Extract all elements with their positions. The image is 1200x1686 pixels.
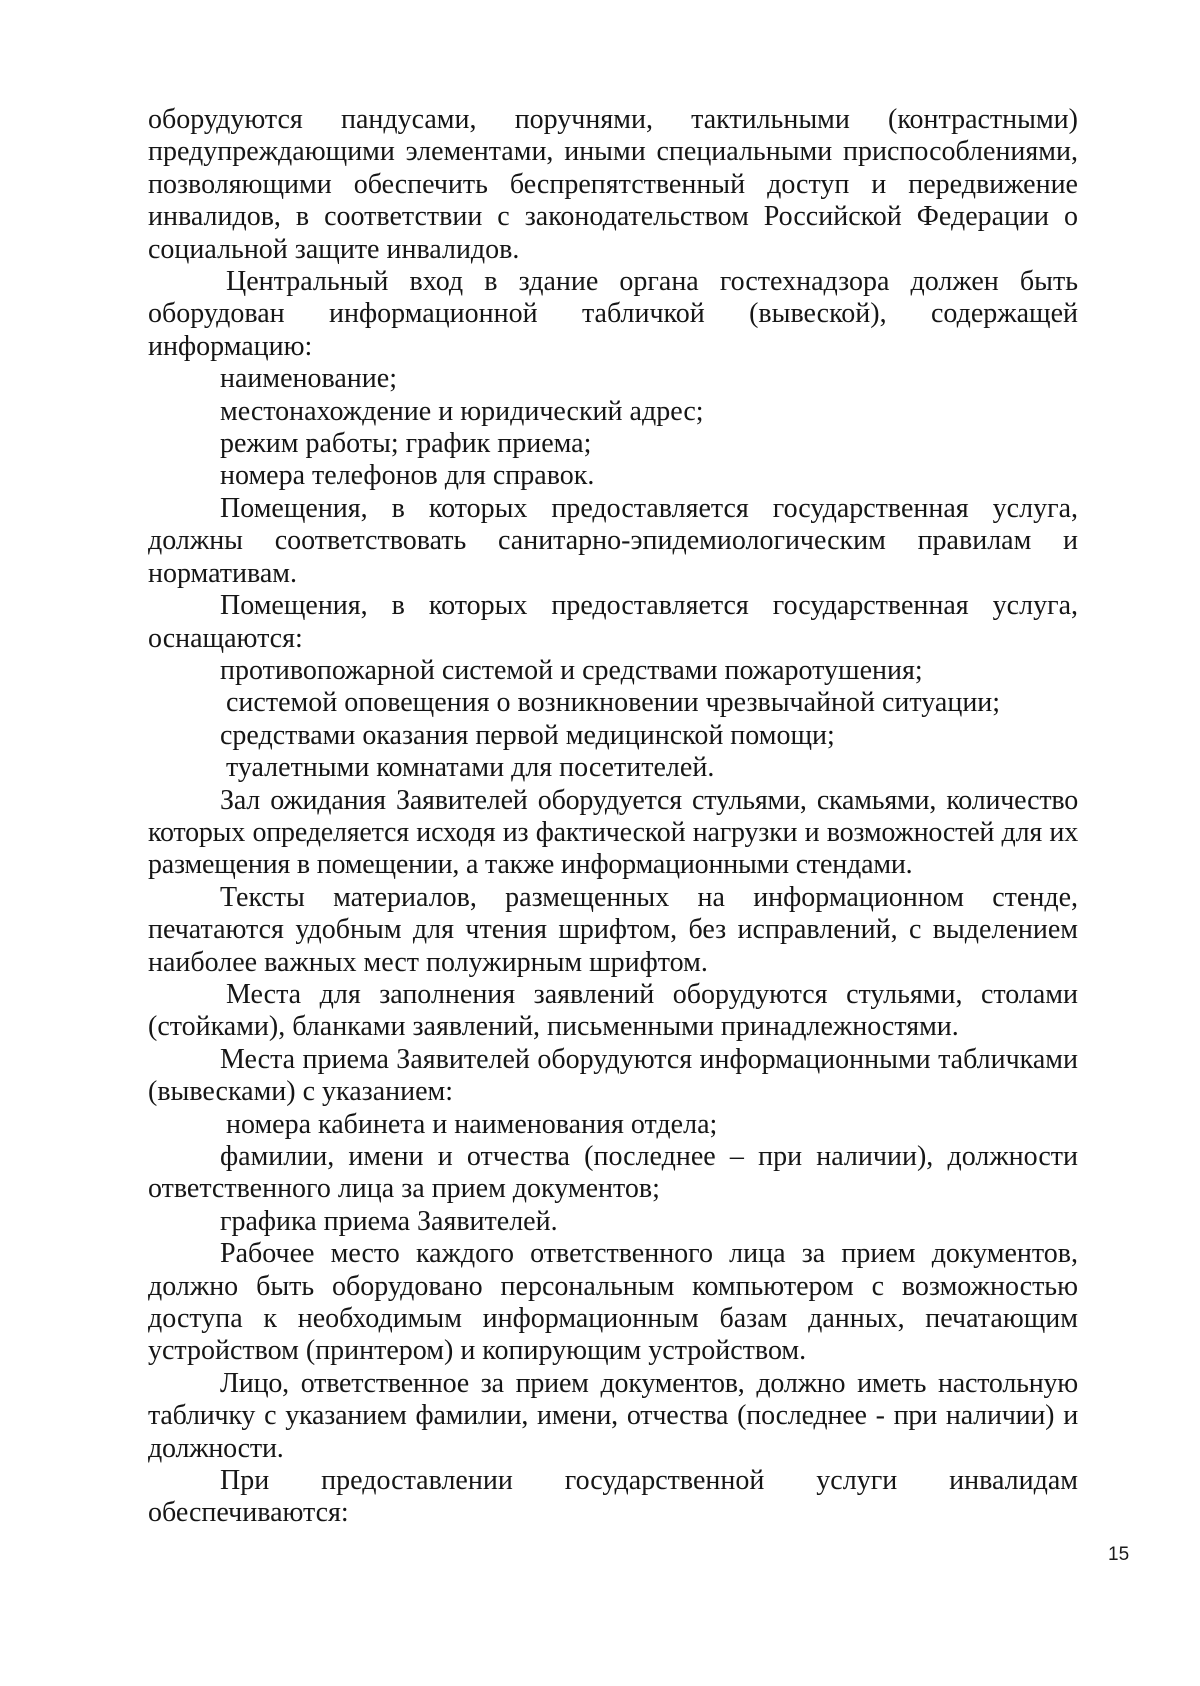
list-item: туалетными комнатами для посетителей. [226, 752, 715, 784]
paragraph-application-places: Места для заполнения заявлений оборудуются стульями, столами (стойками), бланками заявлений, письменными принадлежностями. [148, 978, 1078, 1043]
paragraph-stand-texts: Тексты материалов, размещенных на информационном стенде, печатаются удобным для чтения шрифтом, без исправлений, с выделением наиболее важных мест полужирным шрифтом. [148, 881, 1078, 978]
continuation-paragraph: оборудуются пандусами, поручнями, тактильными (контрастными) предупреждающими элементами, иными специальными приспособлениями, позволяющими обеспечить беспрепятственный доступ и передвижение инвалидов, в соответствии с законодательством Российской Федерации о социальной защите инвалидов. [148, 104, 1078, 265]
list-item: номера кабинета и наименования отдела; [226, 1108, 718, 1140]
list-item: системой оповещения о возникновении чрезвычайной ситуации; [226, 687, 1001, 719]
list-item: режим работы; график приема; [220, 428, 592, 460]
list-item: противопожарной системой и средствами пожаротушения; [220, 654, 923, 686]
paragraph-waiting-hall: Зал ожидания Заявителей оборудуется стульями, скамьями, количество которых определяется исходя из фактической нагрузки и возможностей для их размещения в помещении, а также информационными стендами. [148, 784, 1078, 881]
document-body [148, 104, 1078, 1530]
list-item: местонахождение и юридический адрес; [220, 395, 704, 427]
paragraph-premises-equipment: Помещения, в которых предоставляется государственная услуга, оснащаются: [148, 590, 1078, 654]
list-item: номера телефонов для справок. [220, 460, 595, 492]
list-item: наименование; [220, 363, 397, 395]
paragraph-sanitary-requirements: Помещения, в которых предоставляется государственная услуга, должны соответствовать санитарно-эпидемиологическим правилам и нормативам. [148, 492, 1078, 589]
paragraph-desk-plate: Лицо, ответственное за прием документов, должно иметь настольную табличку с указанием фамилии, имени, отчества (последнее - при наличии) и должности. [148, 1367, 1078, 1464]
list-item: средствами оказания первой медицинской помощи; [220, 719, 835, 751]
page-number: 15 [1108, 1544, 1130, 1565]
paragraph-responsible-person-name: фамилии, имени и отчества (последнее – при наличии), должности ответственного лица за прием документов; [148, 1141, 1078, 1205]
paragraph-disabled-services: При предоставлении государственной услуги инвалидам обеспечиваются: [148, 1465, 1078, 1529]
paragraph-reception-places: Места приема Заявителей оборудуются информационными табличками (вывесками) с указанием: [148, 1043, 1078, 1108]
paragraph-workplace: Рабочее место каждого ответственного лица за прием документов, должно быть оборудовано персональным компьютером с возможностью доступа к необходимым информационным базам данных, печатающим устройством (принтером) и копирующим устройством. [148, 1238, 1078, 1367]
paragraph-central-entrance: Центральный вход в здание органа гостехнадзора должен быть оборудован информационной табличкой (вывеской), содержащей информацию: [148, 266, 1078, 362]
list-item: графика приема Заявителей. [220, 1205, 558, 1237]
